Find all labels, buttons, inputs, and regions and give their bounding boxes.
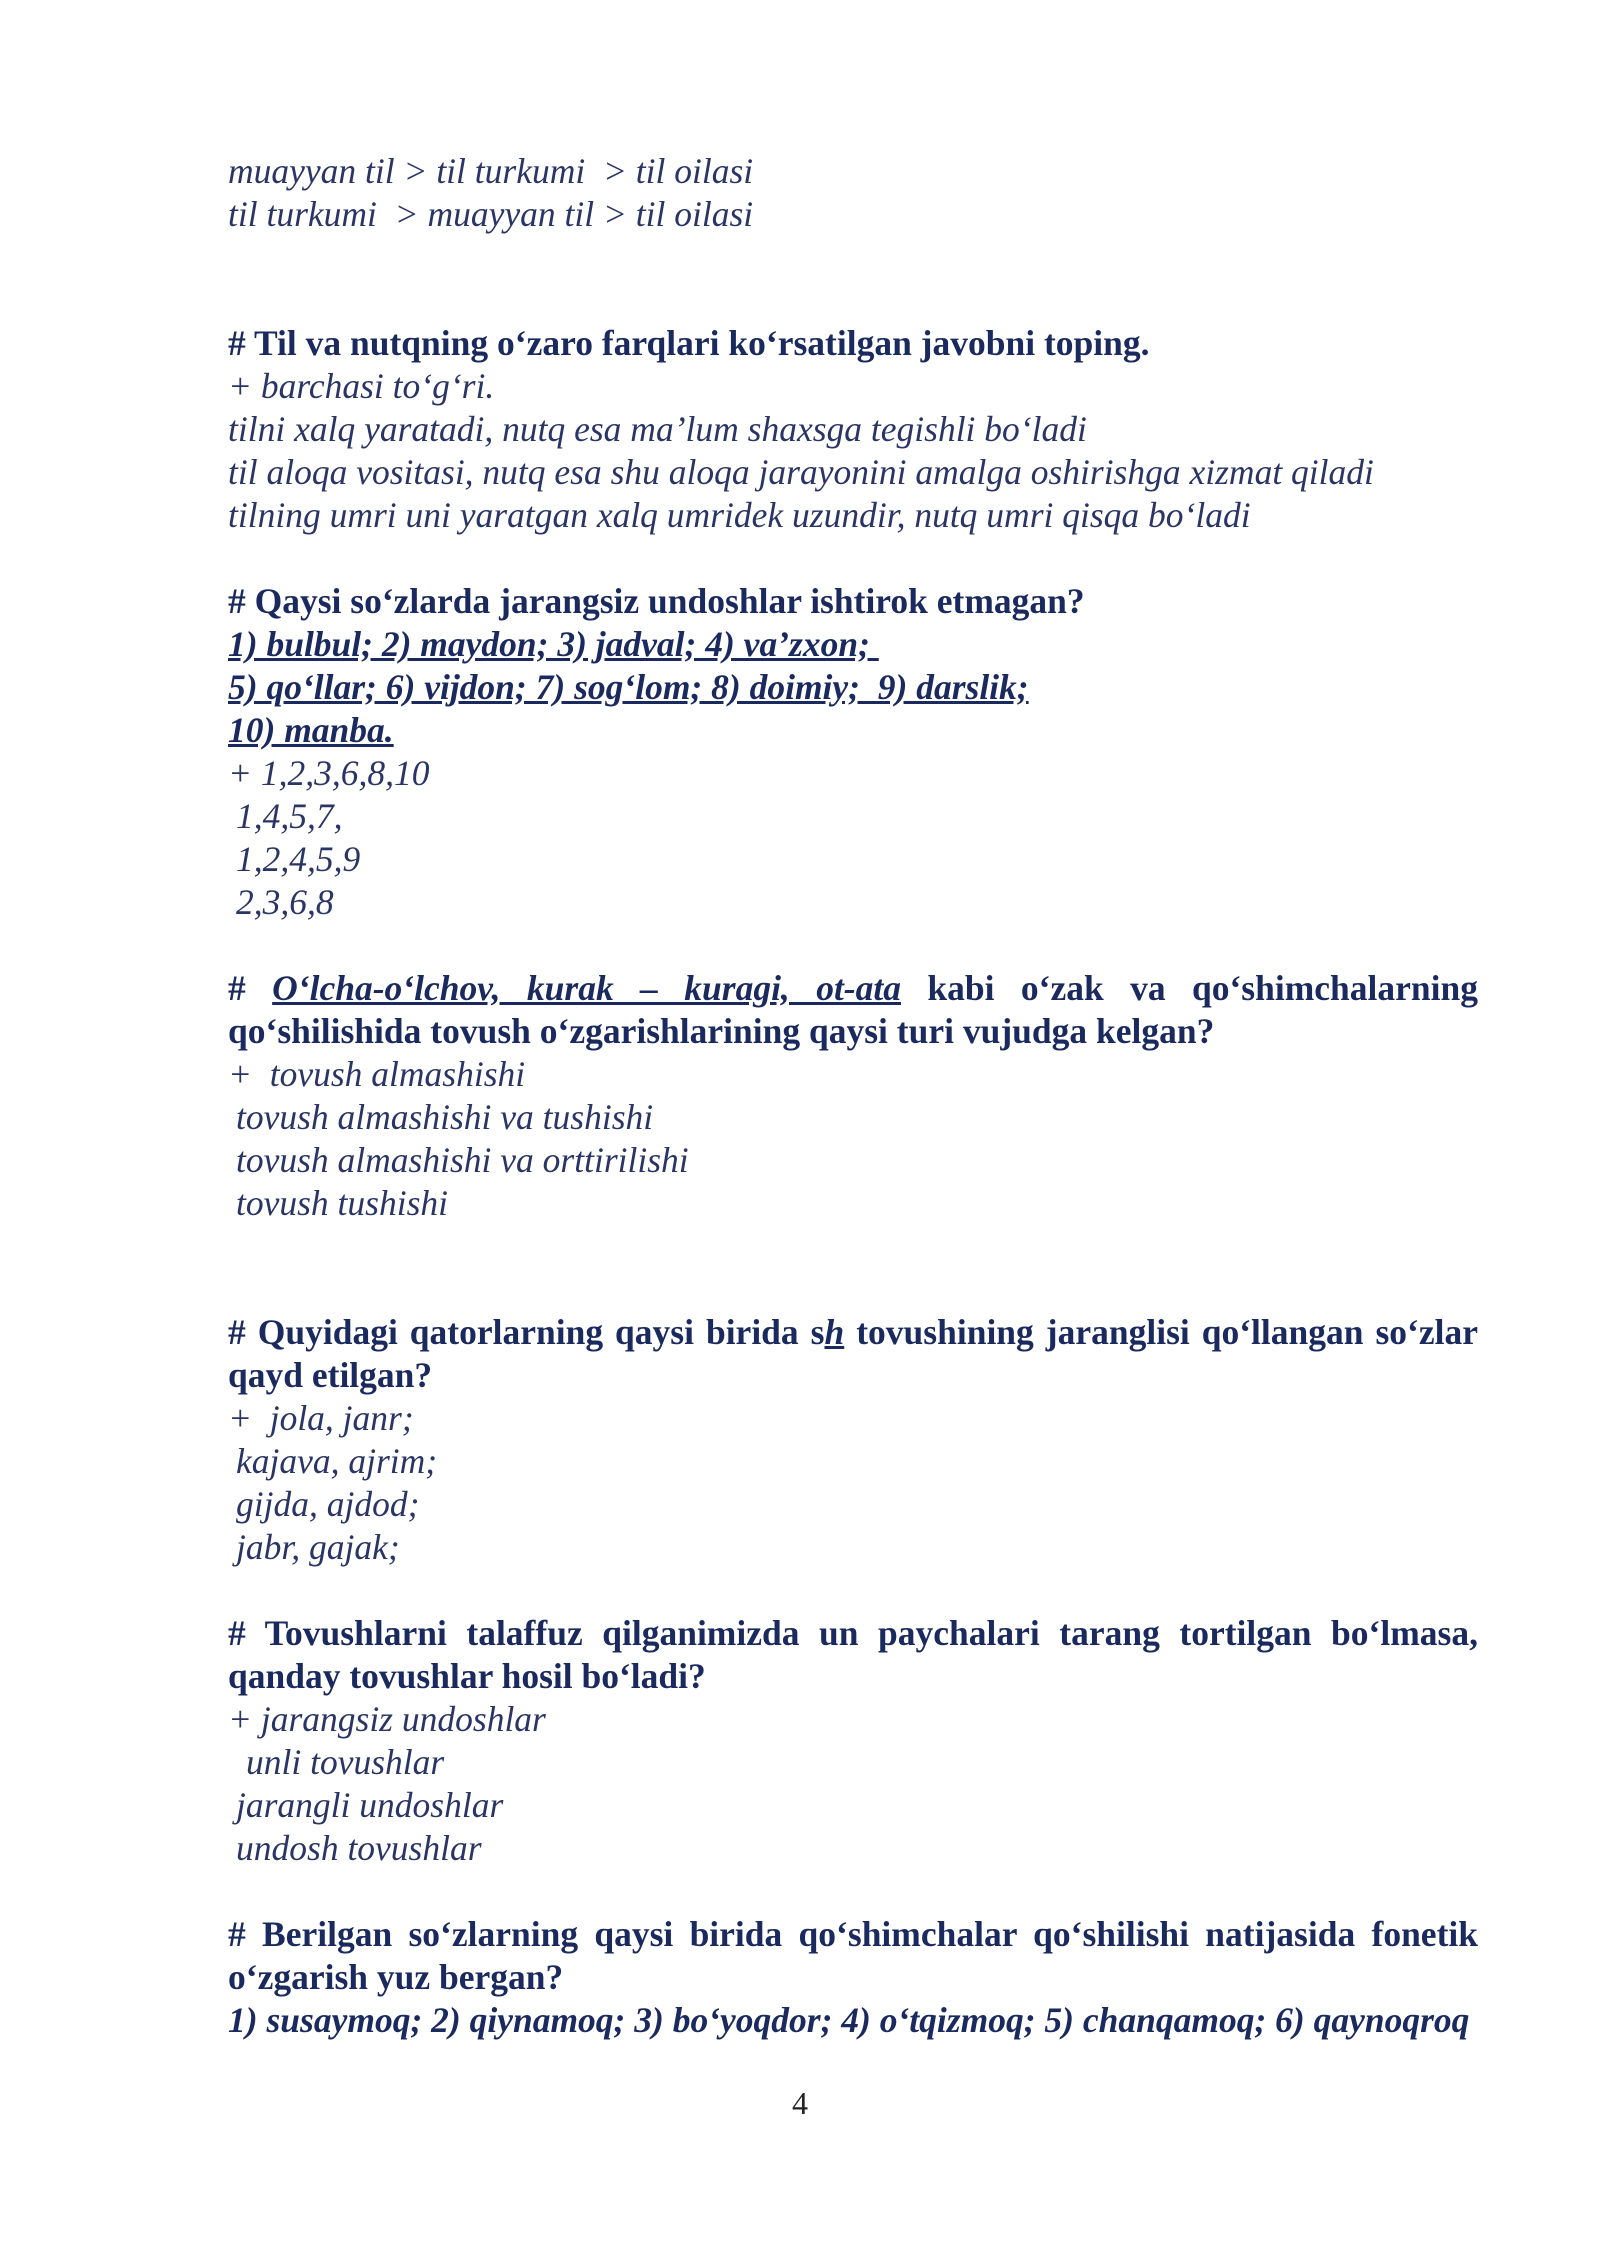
q3-examples: O‘lcha-o‘lchov, kurak – kuragi, ot-ata: [272, 968, 901, 1008]
q5-answer-4: undosh tovushlar: [236, 1828, 482, 1868]
q5-answer-3: jarangli undoshlar: [236, 1785, 504, 1825]
question-4: [228, 1311, 1478, 1397]
q5-answer-2: unli tovushlar: [246, 1742, 445, 1782]
q3-answer-4: tovush tushishi: [236, 1183, 449, 1223]
q4-underlined-letter: h: [824, 1312, 845, 1352]
page-content: [228, 150, 1478, 2042]
q1-answer-3: til aloqa vositasi, nutq esa shu aloqa jarayonini amalga oshirishga xizmat qiladi: [228, 452, 1374, 492]
q2-words-line-3: 10) manba.: [228, 710, 394, 750]
question-5: # Tovushlarni talaffuz qilganimizda un paychalari tarang tortilgan bo‘lmasa, qanday tovushlar hosil bo‘ladi?: [228, 1613, 1478, 1696]
question-2: # Qaysi so‘zlarda jarangsiz undoshlar ishtirok etmagan?: [228, 581, 1085, 621]
question-1: # Til va nutqning o‘zaro farqlari ko‘rsatilgan javobni toping.: [228, 323, 1150, 363]
q5-answer-1: + jarangsiz undoshlar: [228, 1699, 546, 1739]
q3-rest: kabi o‘zak va qo‘shimchalarning qo‘shilishida tovush o‘zgarishlarining qaysi turi vujudga kelgan?: [228, 968, 1479, 1051]
question-3: [228, 967, 1478, 1053]
q4-before: # Quyidagi qatorlarning qaysi birida s: [228, 1312, 825, 1352]
q2-words-line-2: 5) qo‘llar; 6) vijdon; 7) sog‘lom; 8) doimiy; 9) darslik;: [228, 667, 1029, 707]
q6-words: 1) susaymoq; 2) qiynamoq; 3) bo‘yoqdor; 4) o‘tqizmoq; 5) chanqamoq; 6) qaynoqroq: [228, 2000, 1470, 2040]
q1-answer-2: tilni xalq yaratadi, nutq esa ma’lum shaxsga tegishli bo‘ladi: [228, 409, 1087, 449]
q3-answer-3: tovush almashishi va orttirilishi: [236, 1140, 689, 1180]
q3-prefix: #: [228, 968, 273, 1008]
q4-answer-2: kajava, ajrim;: [236, 1441, 438, 1481]
q1-answer-1: + barchasi to‘g‘ri.: [228, 366, 495, 406]
q2-answer-4: 2,3,6,8: [236, 882, 334, 922]
q3-answer-2: tovush almashishi va tushishi: [236, 1097, 654, 1137]
intro-option-a: muayyan til > til turkumi > til oilasi: [228, 151, 754, 191]
q2-answer-1: + 1,2,3,6,8,10: [228, 753, 430, 793]
q4-answer-3: gijda, ajdod;: [236, 1484, 420, 1524]
q4-after: tovushining jaranglisi qo‘llangan so‘zlar qayd etilgan?: [228, 1312, 1479, 1395]
q2-words-line-1: 1) bulbul; 2) maydon; 3) jadval; 4) va’zxon;: [228, 624, 879, 664]
q3-answer-1: + tovush almashishi: [228, 1054, 526, 1094]
q4-answer-4: jabr, gajak;: [236, 1527, 400, 1567]
page-number: 4: [792, 2085, 808, 2121]
intro-option-b: til turkumi > muayyan til > til oilasi: [228, 194, 754, 234]
q4-answer-1: + jola, janr;: [228, 1398, 414, 1438]
question-6: # Berilgan so‘zlarning qaysi birida qo‘shimchalar qo‘shilishi natijasida fonetik o‘zgarish yuz bergan?: [228, 1914, 1478, 1997]
q2-answer-3: 1,2,4,5,9: [236, 839, 361, 879]
q2-answer-2: 1,4,5,7,: [236, 796, 343, 836]
q1-answer-4: tilning umri uni yaratgan xalq umridek uzundir, nutq umri qisqa bo‘ladi: [228, 495, 1251, 535]
